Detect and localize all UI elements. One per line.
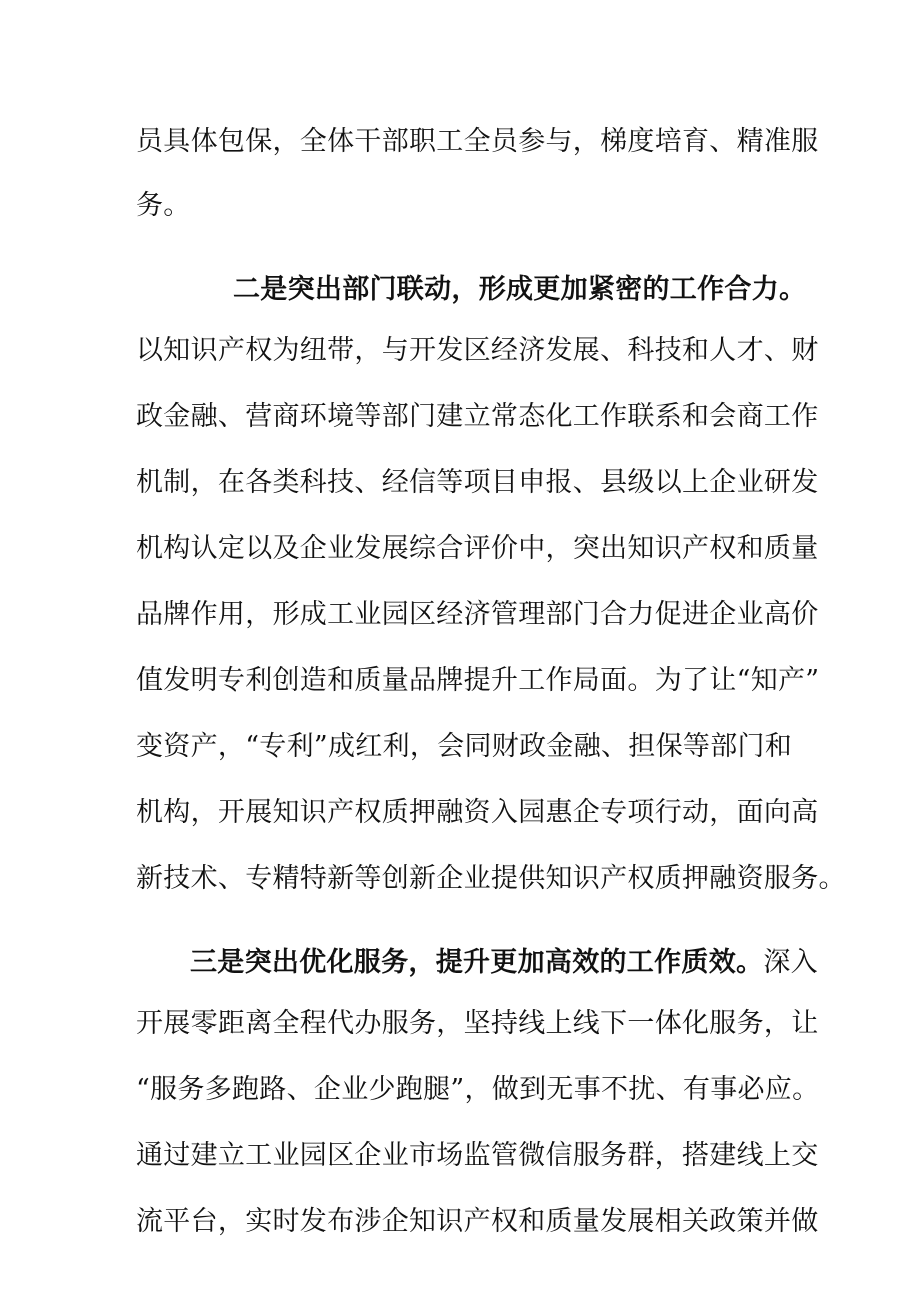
section-heading: 二是突出部门联动，形成更加紧密的工作合力。: [233, 274, 807, 305]
text-line: 务。: [136, 190, 191, 221]
text-line: 以知识产权为纽带，与开发区经济发展、科技和人才、财: [136, 335, 819, 366]
text-fragment: 深入: [763, 947, 818, 978]
text-line: 通过建立工业园区企业市场监管微信服务群，搭建线上交: [136, 1140, 819, 1171]
text-line: 品牌作用，形成工业园区经济管理部门合力促进企业高价: [136, 599, 819, 630]
text-line: 变资产，“专利”成红利，会同财政金融、担保等部门和: [136, 731, 793, 762]
text-line: [190, 943, 850, 983]
text-line: 机构，开展知识产权质押融资入园惠企专项行动，面向高: [136, 797, 819, 828]
text-line: 新技术、专精特新等创新企业提供知识产权质押融资服务。: [136, 863, 846, 894]
text-line: 机制，在各类科技、经信等项目申报、县级以上企业研发: [136, 467, 819, 498]
text-line: 开展零距离全程代办服务，坚持线上线下一体化服务，让: [136, 1008, 819, 1039]
text-line: 值发明专利创造和质量品牌提升工作局面。为了让“知产”: [136, 665, 820, 696]
text-line: 流平台，实时发布涉企知识产权和质量发展相关政策并做: [136, 1206, 819, 1237]
text-line: 政金融、营商环境等部门建立常态化工作联系和会商工作: [136, 401, 819, 432]
text-line: 员具体包保，全体干部职工全员参与，梯度培育、精准服: [136, 126, 819, 157]
section-heading: 三是突出优化服务，提升更加高效的工作质效。: [190, 947, 764, 978]
text-line: “服务多跑路、企业少跑腿”，做到无事不扰、有事必应。: [136, 1074, 820, 1105]
text-line: 机构认定以及企业发展综合评价中，突出知识产权和质量: [136, 533, 819, 564]
